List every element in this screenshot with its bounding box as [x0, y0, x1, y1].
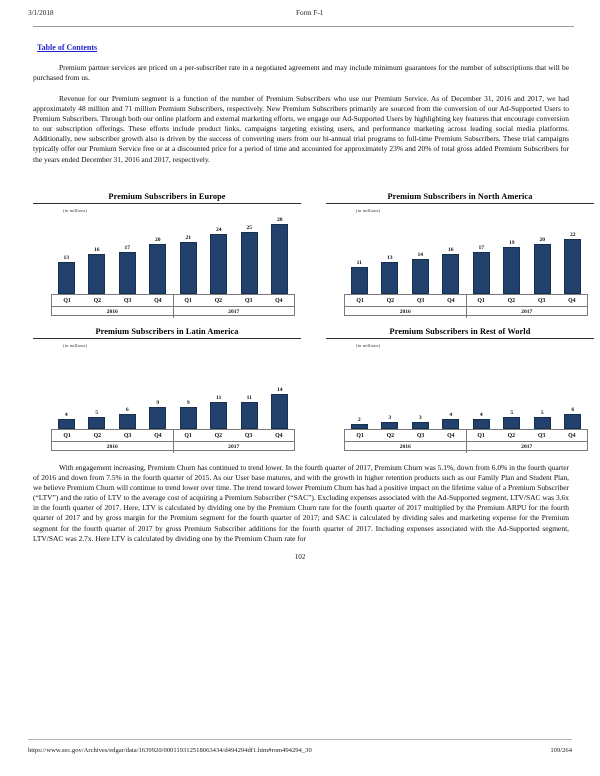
quarter-tick-label: Q4	[568, 297, 576, 304]
chart-axis-mid-divider	[173, 430, 174, 441]
bar-column	[498, 216, 525, 294]
bar-value-label: 3	[388, 414, 392, 421]
chart-year-labels	[345, 441, 587, 453]
bar	[241, 232, 258, 295]
bar	[119, 252, 136, 295]
bar-value-label: 4	[64, 412, 68, 419]
footer-source-url: https://www.sec.gov/Archives/edgar/data/1639920/000119312518063434/d494294df1.htm#rom494294_30	[28, 747, 312, 754]
bar-column	[407, 216, 434, 294]
chart-bars	[51, 351, 295, 429]
quarter-tick-label: Q4	[275, 297, 283, 304]
bar-column	[83, 351, 110, 429]
page-number: 102	[294, 553, 306, 561]
quarter-tick-label: Q3	[123, 432, 132, 439]
bar-value-label: 4	[449, 412, 453, 419]
page-footer	[28, 747, 572, 759]
chart-title-divider	[33, 203, 301, 204]
paragraph-premium-partner-services: Premium partner services are priced on a per-subscriber rate in a negotiated agreement and may include minimum guarantees for the number of subscriptions that will be purchased from us.	[33, 63, 569, 83]
quarter-tick-label: Q1	[63, 432, 71, 439]
footer-page-count: 109/264	[550, 747, 572, 754]
bar-value-label: 5	[95, 409, 99, 416]
bar-value-label: 2	[357, 417, 361, 424]
chart-title-divider	[326, 203, 594, 204]
bar-value-label: 11	[216, 394, 222, 401]
bar-column	[83, 216, 110, 294]
bar-column	[144, 216, 171, 294]
chart-units-label: (in millions)	[63, 208, 88, 214]
bar	[180, 407, 197, 430]
quarter-tick-label: Q1	[63, 297, 71, 304]
quarter-tick-label: Q3	[416, 432, 425, 439]
chart-bars	[51, 216, 295, 294]
bar-value-label: 11	[356, 259, 362, 266]
bar-column	[175, 351, 202, 429]
quarter-tick-label: Q1	[184, 432, 192, 439]
bar-column	[376, 216, 403, 294]
chart-axis-mid-divider	[466, 295, 467, 306]
bar-value-label: 16	[93, 247, 100, 254]
chart-axis	[51, 294, 295, 316]
chart-units-label: (in millions)	[356, 343, 381, 349]
quarter-tick-label: Q4	[447, 297, 455, 304]
bar-column	[407, 351, 434, 429]
bar-column	[236, 351, 263, 429]
year-group-label: 2017	[466, 307, 588, 318]
bar	[412, 422, 429, 430]
chart-bars	[344, 351, 588, 429]
bar-column	[53, 216, 80, 294]
year-group-label: 2016	[399, 309, 411, 316]
quarter-tick-label: Q1	[477, 432, 485, 439]
chart-axis-mid-divider	[173, 295, 174, 306]
paragraph-premium-churn: With engagement increasing, Premium Churn has continued to trend lower. In the fourth quarter of 2017, Premium Churn was 5.1%, down from 6.0% in the fourth quarter of 2016 and down from 7.5% in the fourth quarter of 2015. As our User base matures, and with the growth in higher retention products such as our Family Plan and Student Plan, we believe Premium Churn will continue to trend lower over time. The trend toward lower Premium Churn has had a positive impact on the lifetime value of a Premium Subscriber (“LTV”) and the ratio of LTV to the average cost of acquiring a Premium Subscriber (“SAC”). Excluding expenses associated with the Ad-Supported segment, LTV/SAC was 3.6x in the fourth quarter of 2017. Here, LTV is calculated by dividing one by the Premium Churn rate for the fourth quarter of 2017 multiplied by the Premium ARPU for the fourth quarter of 2017 and by gross margin for the Premium segment for the fourth quarter of 2017; and SAC is calculated by dividing sales and marketing expense for the Premium segment for the fourth quarter of 2017 by gross Premium Subscriber additions for the fourth quarter of 2017. Including expenses associated with the Ad-Supported segment, LTV/SAC was 2.7x. Here LTV is calculated by dividing one by the Premium Churn rate for	[33, 463, 569, 543]
header-form-title: Form F-1	[296, 9, 324, 17]
chart-year-labels	[345, 306, 587, 318]
chart-bars	[344, 216, 588, 294]
year-group-label: 2016	[399, 444, 411, 451]
bar-column	[468, 351, 495, 429]
quarter-tick-label: Q1	[356, 297, 364, 304]
bar-column	[236, 216, 263, 294]
chart-title: Premium Subscribers in Rest of World	[389, 327, 531, 336]
bar	[149, 244, 166, 294]
year-group-label: 2017	[173, 307, 295, 318]
bar	[564, 414, 581, 429]
year-group-label: 2016	[106, 309, 118, 316]
quarter-tick-label: Q2	[386, 432, 395, 439]
bar-value-label: 20	[154, 237, 161, 244]
bar-value-label: 4	[479, 412, 483, 419]
bar	[412, 259, 429, 294]
bar	[534, 244, 551, 294]
bar-value-label: 9	[186, 399, 190, 406]
bar-column	[437, 216, 464, 294]
chart-axis	[344, 294, 588, 316]
chart-year-labels	[52, 306, 294, 318]
bar-column	[346, 216, 373, 294]
chart-title-divider	[33, 338, 301, 339]
chart-axis-mid-divider	[466, 430, 467, 441]
bar	[442, 419, 459, 429]
quarter-tick-label: Q1	[477, 297, 485, 304]
bar-value-label: 21	[185, 234, 192, 241]
quarter-tick-label: Q2	[214, 297, 223, 304]
bar	[119, 414, 136, 429]
bar	[503, 247, 520, 295]
bar-value-label: 22	[569, 232, 576, 239]
bar-value-label: 5	[510, 409, 514, 416]
bar-column	[559, 351, 586, 429]
bar	[534, 417, 551, 430]
chart-premium-subscribers-rest-of-world	[326, 327, 594, 455]
year-group-label: 2016	[106, 444, 118, 451]
chart-units-label: (in millions)	[63, 343, 88, 349]
bar-value-label: 13	[386, 254, 393, 261]
quarter-tick-label: Q2	[386, 297, 395, 304]
bar	[351, 267, 368, 295]
chart-axis	[344, 429, 588, 451]
bar-column	[205, 216, 232, 294]
quarter-tick-label: Q1	[356, 432, 364, 439]
bar-value-label: 28	[276, 216, 283, 223]
chart-plot-area	[51, 216, 295, 294]
quarter-tick-label: Q2	[507, 297, 516, 304]
quarter-tick-label: Q2	[93, 432, 102, 439]
chart-title: Premium Subscribers in Europe	[108, 192, 226, 201]
quarter-tick-label: Q2	[507, 432, 516, 439]
bar-column	[266, 351, 293, 429]
bar	[442, 254, 459, 294]
bar-column	[346, 351, 373, 429]
bar	[88, 254, 105, 294]
bar-value-label: 17	[478, 244, 485, 251]
bar	[58, 262, 75, 295]
bar-value-label: 3	[418, 414, 422, 421]
bar	[503, 417, 520, 430]
bar-column	[114, 216, 141, 294]
bar-column	[437, 351, 464, 429]
bar	[473, 419, 490, 429]
bar-value-label: 17	[124, 244, 131, 251]
quarter-tick-label: Q3	[244, 432, 253, 439]
quarter-tick-label: Q4	[447, 432, 455, 439]
quarter-tick-label: Q3	[123, 297, 132, 304]
chart-units-label: (in millions)	[356, 208, 381, 214]
bar	[381, 422, 398, 430]
chart-year-labels	[52, 441, 294, 453]
quarter-tick-label: Q4	[154, 432, 162, 439]
year-group-label: 2017	[466, 442, 588, 453]
chart-axis	[51, 429, 295, 451]
quarter-tick-label: Q4	[568, 432, 576, 439]
bar-value-label: 16	[447, 247, 454, 254]
bar-value-label: 6	[125, 407, 129, 414]
bar	[88, 417, 105, 430]
bar-column	[498, 351, 525, 429]
page-header	[28, 9, 572, 23]
quarter-tick-label: Q4	[275, 432, 283, 439]
chart-premium-subscribers-latin-america	[33, 327, 301, 455]
bar-column	[205, 351, 232, 429]
bar-column	[376, 351, 403, 429]
chart-premium-subscribers-north-america	[326, 192, 594, 320]
bar-value-label: 14	[417, 252, 424, 259]
bar-value-label: 9	[156, 399, 160, 406]
chart-title: Premium Subscribers in North America	[387, 192, 533, 201]
bar	[381, 262, 398, 295]
quarter-tick-label: Q3	[537, 297, 546, 304]
bar	[180, 242, 197, 295]
bar-value-label: 6	[571, 407, 575, 414]
header-date: 3/1/2018	[28, 9, 54, 17]
quarter-tick-label: Q2	[93, 297, 102, 304]
header-divider	[33, 26, 574, 27]
bar-column	[114, 351, 141, 429]
bar	[149, 407, 166, 430]
bar-column	[529, 216, 556, 294]
bar	[210, 402, 227, 430]
bar-column	[144, 351, 171, 429]
bar	[473, 252, 490, 295]
bar	[564, 239, 581, 294]
chart-plot-area	[51, 351, 295, 429]
bar-column	[266, 216, 293, 294]
year-group-label: 2017	[173, 442, 295, 453]
chart-title: Premium Subscribers in Latin America	[95, 327, 239, 336]
bar	[271, 394, 288, 429]
bar-value-label: 25	[246, 224, 253, 231]
bar-column	[175, 216, 202, 294]
bar-value-label: 5	[540, 409, 544, 416]
bar	[241, 402, 258, 430]
quarter-tick-label: Q3	[416, 297, 425, 304]
quarter-tick-label: Q2	[214, 432, 223, 439]
bar-column	[468, 216, 495, 294]
bar-value-label: 14	[276, 387, 283, 394]
chart-plot-area	[344, 216, 588, 294]
bar	[271, 224, 288, 294]
bar-column	[53, 351, 80, 429]
table-of-contents-link[interactable]: Table of Contents	[37, 43, 98, 52]
bar-value-label: 24	[215, 227, 222, 234]
footer-divider	[28, 739, 572, 740]
paragraph-premium-revenue: Revenue for our Premium segment is a function of the number of Premium Subscribers who use our Premium Service. As of December 31, 2016 and 2017, we had approximately 48 million and 71 million Premium Subscribers, respectively. New Premium Subscribers primarily are sourced from the conversion of our Ad-Supported Users to Premium Subscribers. Through both our online platform and external marketing efforts, we engage our Ad-Supported Users by highlighting key features that encourage conversion to our subscription offerings. These efforts include product links, campaigns targeting existing users, and performance marketing across leading social media platforms. Additionally, new subscriber growth also is driven by the success of converting users from our bi-annual trial programs to full-time Premium Subscribers. These trial campaigns typically offer our Premium Service free or at a discounted price for a period of time and accounted for approximately 23% and 20% of total gross added Premium Subscribers for the years ended December 31, 2016 and 2017, respectively.	[33, 94, 569, 164]
quarter-tick-label: Q4	[154, 297, 162, 304]
bar-column	[559, 216, 586, 294]
bar-value-label: 11	[246, 394, 252, 401]
chart-premium-subscribers-europe	[33, 192, 301, 320]
quarter-tick-label: Q3	[537, 432, 546, 439]
bar-value-label: 20	[539, 237, 546, 244]
chart-plot-area	[344, 351, 588, 429]
quarter-tick-label: Q3	[244, 297, 253, 304]
bar	[210, 234, 227, 294]
bar-value-label: 19	[508, 239, 515, 246]
chart-title-divider	[326, 338, 594, 339]
bar	[58, 419, 75, 429]
bar-value-label: 13	[63, 254, 70, 261]
quarter-tick-label: Q1	[184, 297, 192, 304]
bar-column	[529, 351, 556, 429]
